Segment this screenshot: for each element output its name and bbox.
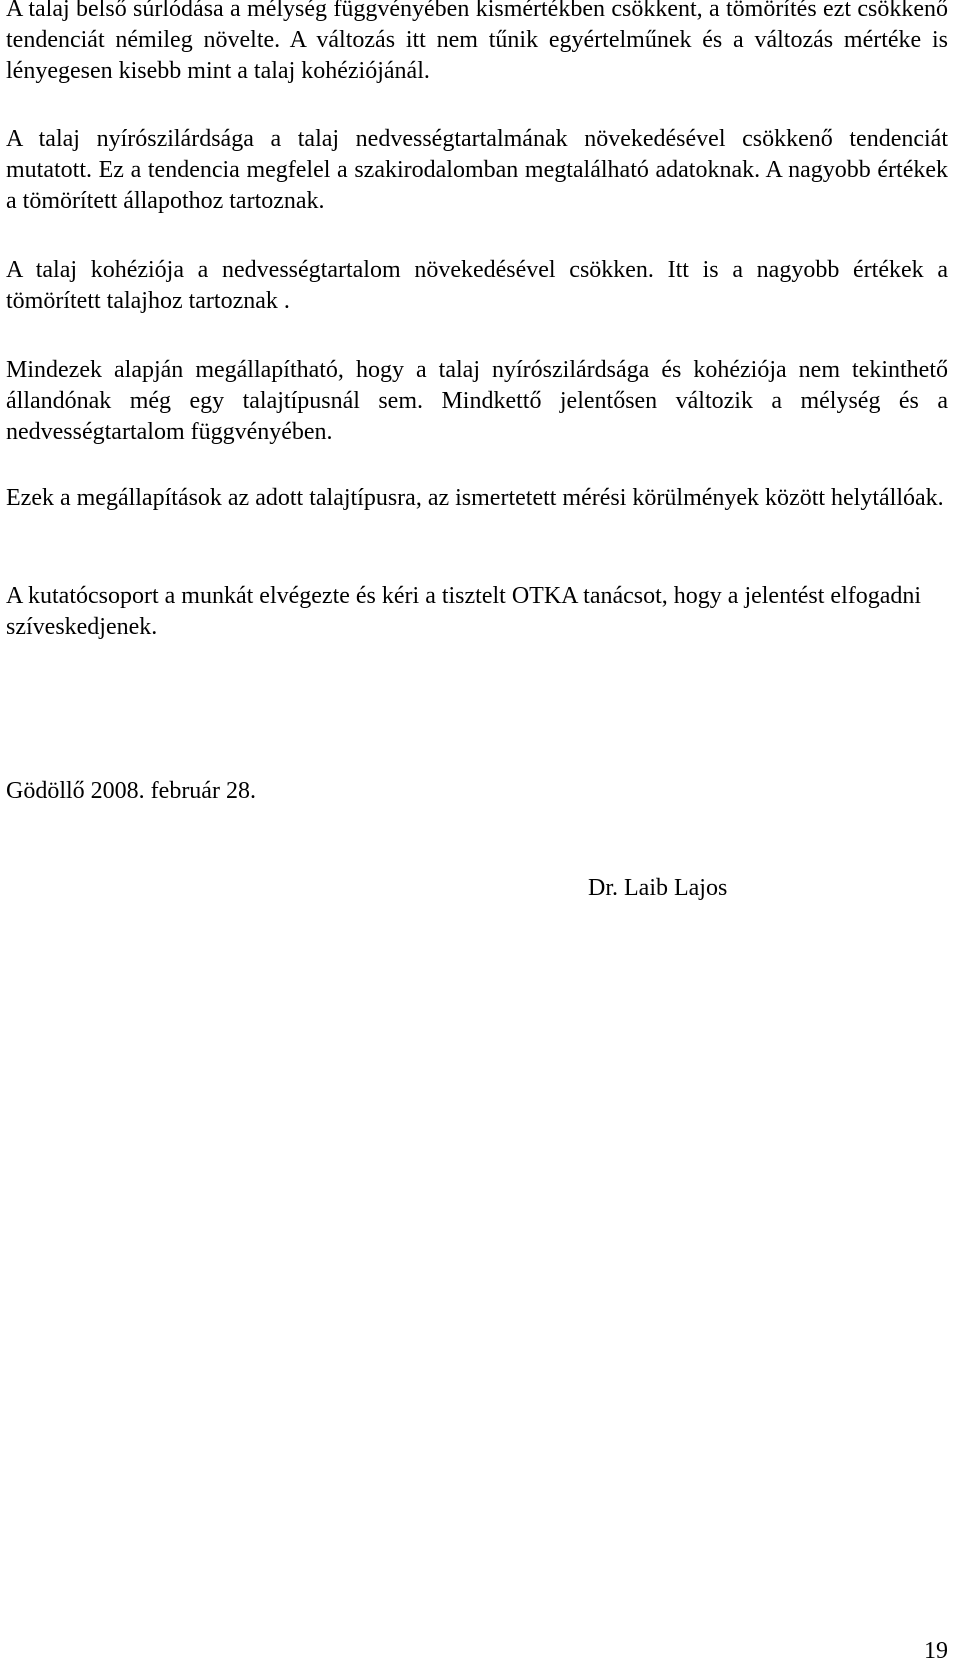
paragraph-shear-strength: A talaj nyírószilárdsága a talaj nedvességtartalmának növekedésével csökkenő tendenciát mutatott. Ez a tendencia megfelel a szakirodalomban megtalálható adatoknak. A nagyobb értékek a tömörített állapothoz tartoznak. (6, 126, 948, 214)
page-number: 19 (924, 1638, 948, 1664)
paragraph-request: A kutatócsoport a munkát elvégezte és kéri a tisztelt OTKA tanácsot, hogy a jelentést elfogadni szíveskedjenek. (6, 583, 922, 640)
signature-name: Dr. Laib Lajos (588, 875, 728, 901)
paragraph-validity: Ezek a megállapítások az adott talajtípusra, az ismertetett mérési körülmények között helytállóak. (6, 485, 944, 511)
paragraph-cohesion: A talaj kohéziója a nedvességtartalom növekedésével csökken. Itt is a nagyobb értékek a tömörített talajhoz tartoznak . (6, 257, 948, 314)
paragraph-internal-friction: A talaj belső súrlódása a mélység függvényében kismértékben csökkent, a tömörítés ezt csökkenő tendenciát némileg növelte. A változás itt nem tűnik egyértelműnek és a változás mértéke is lényegesen kisebb mint a talaj kohéziójánál. (6, 0, 948, 84)
paragraph-conclusion: Mindezek alapján megállapítható, hogy a talaj nyírószilárdsága és kohéziója nem tekinthető állandónak még egy talajtípusnál sem. Mindkettő jelentősen változik a mélység és a nedvességtartalom függvényében. (6, 357, 948, 445)
date-line: Gödöllő 2008. február 28. (6, 778, 256, 804)
